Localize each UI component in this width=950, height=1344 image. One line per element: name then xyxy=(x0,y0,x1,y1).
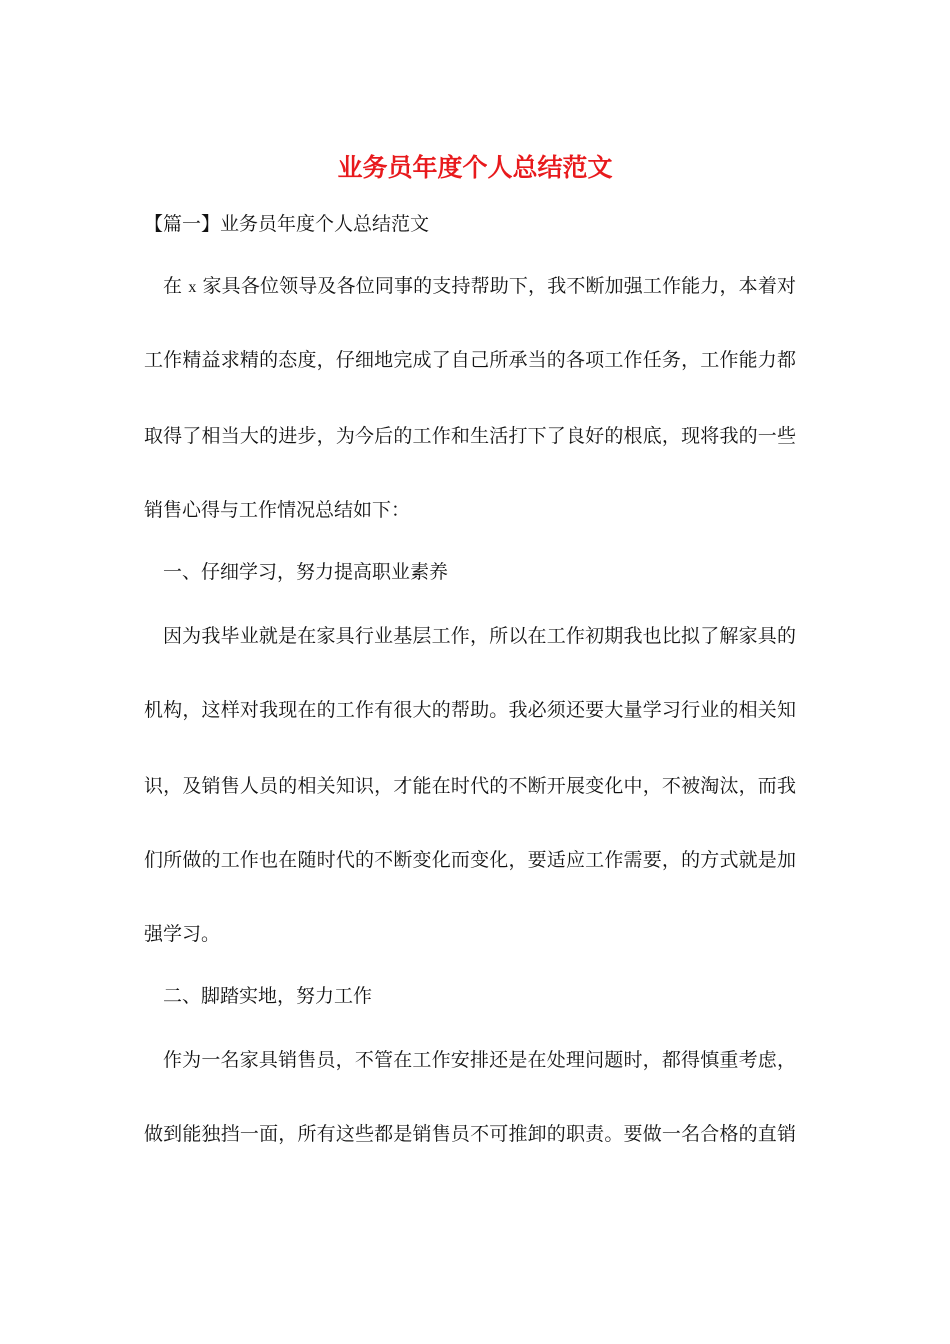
paragraph-1-line-1-x: x xyxy=(188,279,197,296)
paragraph-2-line-4: 们所做的工作也在随时代的不断变化而变化，要适应工作需要，的方式就是加 xyxy=(144,849,796,871)
heading-2: 二、脚踏实地，努力工作 xyxy=(163,985,373,1007)
paragraph-1-line-4: 销售心得与工作情况总结如下： xyxy=(144,499,411,521)
paragraph-1-line-1 xyxy=(163,272,796,300)
paragraph-2-line-3: 识，及销售人员的相关知识，才能在时代的不断开展变化中，不被淘汰，而我 xyxy=(144,775,796,797)
paragraph-1-line-1-start: 在 xyxy=(163,275,183,297)
paragraph-1-line-2: 工作精益求精的态度，仔细地完成了自己所承当的各项工作任务，工作能力都 xyxy=(144,349,796,371)
paragraph-2-line-5: 强学习。 xyxy=(144,923,221,945)
heading-1: 一、仔细学习，努力提高职业素养 xyxy=(163,561,449,583)
paragraph-3-line-2: 做到能独挡一面，所有这些都是销售员不可推卸的职责。要做一名合格的直销 xyxy=(144,1123,796,1145)
paragraph-1-line-3: 取得了相当大的进步，为今后的工作和生活打下了良好的根底，现将我的一些 xyxy=(144,425,796,447)
paragraph-1-line-1-rest: 家具各位领导及各位同事的支持帮助下，我不断加强工作能力，本着对 xyxy=(202,275,796,297)
paragraph-2-line-1: 因为我毕业就是在家具行业基层工作，所以在工作初期我也比拟了解家具的 xyxy=(163,625,796,647)
paragraph-2-line-2: 机构，这样对我现在的工作有很大的帮助。我必须还要大量学习行业的相关知 xyxy=(144,699,796,721)
section-heading: 【篇一】业务员年度个人总结范文 xyxy=(144,213,430,235)
page-title: 业务员年度个人总结范文 xyxy=(337,153,613,182)
paragraph-3-line-1: 作为一名家具销售员，不管在工作安排还是在处理问题时，都得慎重考虑， xyxy=(163,1049,796,1071)
